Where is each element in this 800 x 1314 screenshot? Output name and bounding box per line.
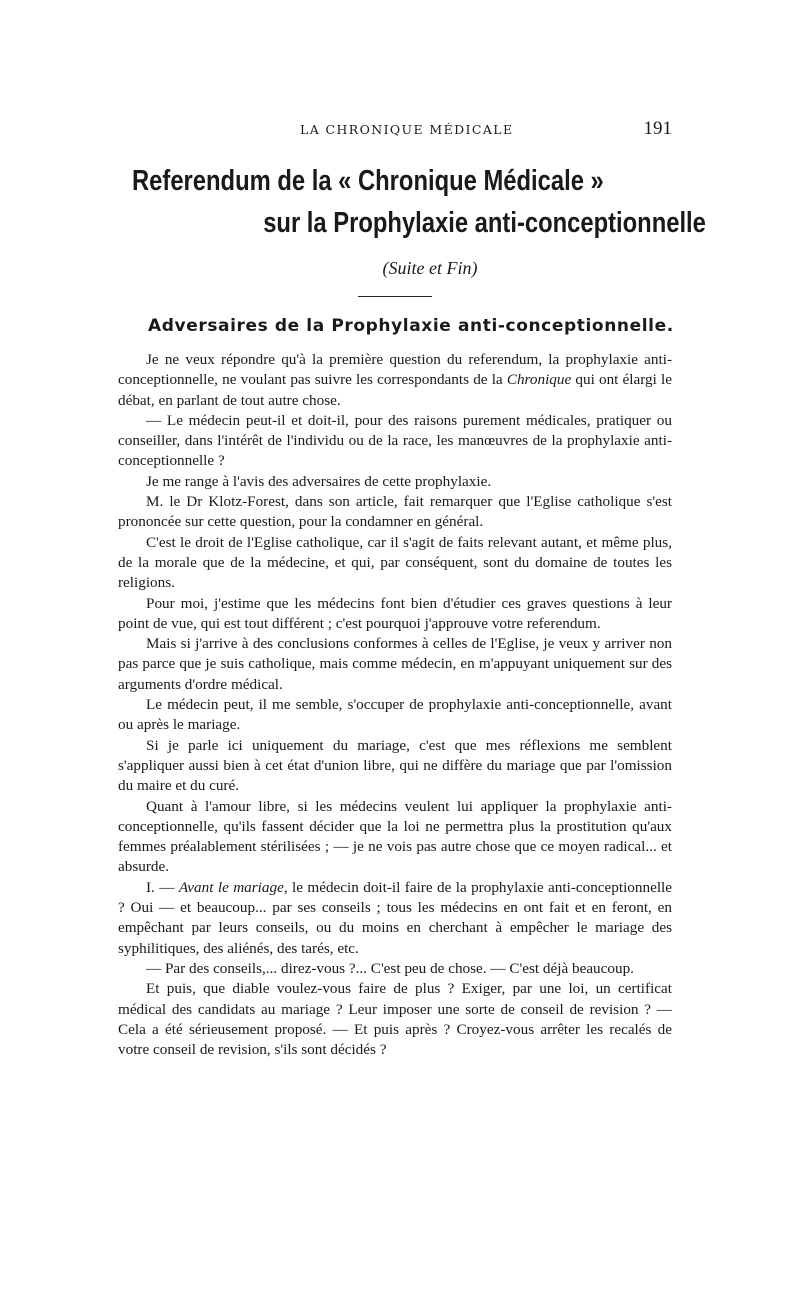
paragraph: Mais si j'arrive à des conclusions conformes à celles de l'Eglise, je veux y arriver non pas parce que je suis catholique, mais comme médecin, en m'appuyant uniquement sur des arguments d'ordre médical.	[118, 635, 672, 693]
paragraph: Si je parle ici uniquement du mariage, c'est que mes réflexions me semblent s'appliquer aussi bien à cet état d'union libre, qui ne diffère du mariage que par l'omission du maire et du curé.	[118, 736, 672, 795]
paragraph: Le médecin peut, il me semble, s'occuper de prophylaxie anti-conceptionnelle, avant ou après le mariage.	[118, 696, 672, 734]
article-body	[118, 350, 672, 1060]
paragraph: C'est le droit de l'Eglise catholique, car il s'agit de faits relevant autant, et même plus, de la morale que de la médecine, et qui, par conséquent, sont du domaine de toutes les religions.	[118, 533, 672, 592]
page-number: 191	[643, 118, 672, 139]
paragraph: I. — Avant le mariage, le médecin doit-il faire de la prophylaxie anti-conceptionnelle ? Oui — et beaucoup... par ses conseils ; tous les médecins en ont fait et en feront, en empêchant par leurs conseils, ou du moins en cherchant à empêcher le mariage des syphilitiques, des aliénés, des tarés, etc.	[118, 878, 673, 957]
title-line-1: Referendum de la « Chronique Médicale »	[132, 165, 604, 197]
paragraph: — Le médecin peut-il et doit-il, pour des raisons purement médicales, pratiquer ou conseiller, dans l'intérêt de l'individu ou de la race, les manœuvres de la prophylaxie anti-conceptionnelle ?	[118, 411, 672, 470]
paragraph: Et puis, que diable voulez-vous faire de plus ? Exiger, par une loi, un certificat médical des candidats au mariage ? Leur imposer une sorte de conseil de revision ? — Cela a été sérieusement proposé. — Et puis après ? Croyez-vous arrêter les recalés de votre conseil de revision, s'ils sont décidés ?	[118, 980, 672, 1059]
title-line-2: sur la Prophylaxie anti-conceptionnelle	[263, 207, 706, 239]
running-title: LA CHRONIQUE MÉDICALE	[300, 122, 514, 137]
paragraph: Je me range à l'avis des adversaires de cette prophylaxie.	[146, 472, 492, 490]
article-subtitle: (Suite et Fin)	[382, 258, 478, 278]
divider-rule	[358, 296, 432, 297]
paragraph: Quant à l'amour libre, si les médecins veulent lui appliquer la prophylaxie anti-conceptionnelle, qu'ils fassent décider que la loi ne permettra plus la prostitution qu'aux femmes préalablement stérilisées ; — je ne vois pas autre chose que ce moyen radical... et absurde.	[118, 797, 672, 876]
section-heading: Adversaires de la Prophylaxie anti-conceptionnelle.	[148, 316, 674, 336]
running-header	[300, 118, 672, 142]
paragraph: Je ne veux répondre qu'à la première question du referendum, la prophylaxie anti-conceptionnelle, ne voulant pas suivre les correspondants de la Chronique qui ont élargi le débat, en parlant de tout autre chose.	[118, 351, 672, 409]
paragraph: Pour moi, j'estime que les médecins font bien d'étudier ces graves questions à leur point de vue, qui est tout différent ; c'est pourquoi j'approuve votre referendum.	[118, 594, 672, 632]
paragraph: M. le Dr Klotz-Forest, dans son article, fait remarquer que l'Eglise catholique s'est prononcée sur cette question, pour la condamner en général.	[118, 493, 672, 531]
article-title	[132, 160, 706, 244]
paragraph: — Par des conseils,... direz-vous ?... C'est peu de chose. — C'est déjà beaucoup.	[146, 959, 634, 977]
